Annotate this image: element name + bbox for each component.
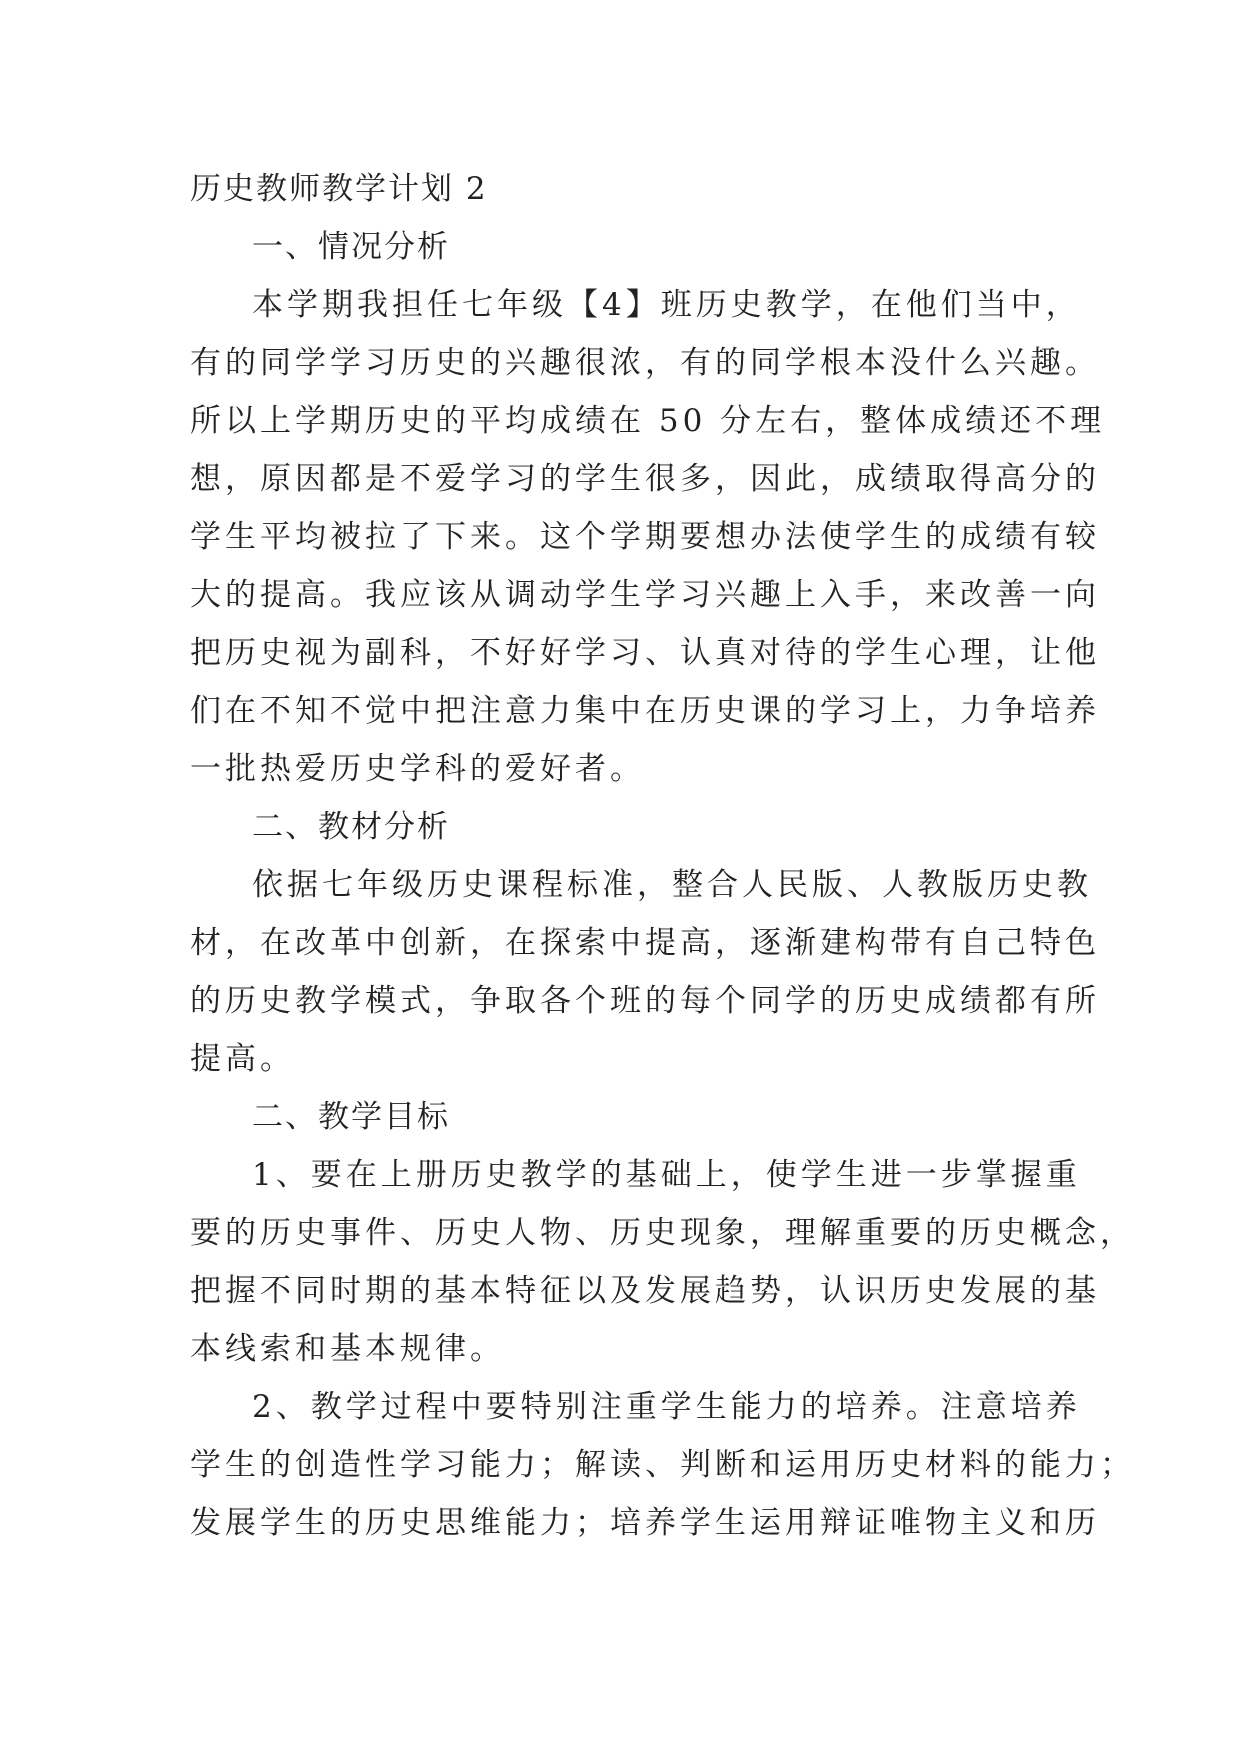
paragraph-line: 大的提高。我应该从调动学生学习兴趣上入手，来改善一向 bbox=[190, 577, 1100, 613]
document-body bbox=[190, 160, 1135, 1552]
paragraph-line: 学生的创造性学习能力；解读、判断和运用历史材料的能力； bbox=[190, 1447, 1135, 1483]
paragraph-line: 所以上学期历史的平均成绩在 50 分左右，整体成绩还不理 bbox=[190, 403, 1106, 439]
paragraph-line: 学生平均被拉了下来。这个学期要想办法使学生的成绩有较 bbox=[190, 519, 1100, 555]
paragraph-line: 的历史教学模式，争取各个班的每个同学的历史成绩都有所 bbox=[190, 983, 1100, 1019]
paragraph-line: 有的同学学习历史的兴趣很浓，有的同学根本没什么兴趣。 bbox=[190, 345, 1100, 381]
paragraph-textbook-analysis bbox=[190, 856, 1100, 1088]
paragraph-goal-2 bbox=[190, 1378, 1135, 1552]
paragraph-line: 想，原因都是不爱学习的学生很多，因此，成绩取得高分的 bbox=[190, 461, 1100, 497]
paragraph-line: 本线索和基本规律。 bbox=[190, 1331, 505, 1367]
paragraph-line: 一批热爱历史学科的爱好者。 bbox=[190, 751, 645, 787]
document-title: 历史教师教学计划 2 bbox=[190, 171, 488, 207]
paragraph-line: 要的历史事件、历史人物、历史现象，理解重要的历史概念， bbox=[190, 1215, 1135, 1251]
paragraph-line: 1、要在上册历史教学的基础上，使学生进一步掌握重 bbox=[252, 1157, 1081, 1193]
paragraph-line: 把历史视为副科，不好好学习、认真对待的学生心理，让他 bbox=[190, 635, 1100, 671]
paragraph-line: 们在不知不觉中把注意力集中在历史课的学习上，力争培养 bbox=[190, 693, 1100, 729]
paragraph-line: 提高。 bbox=[190, 1041, 295, 1077]
paragraph-line: 材，在改革中创新，在探索中提高，逐渐建构带有自己特色 bbox=[190, 925, 1100, 961]
paragraph-line: 依据七年级历史课程标准，整合人民版、人教版历史教 bbox=[252, 867, 1092, 903]
paragraph-line: 2、教学过程中要特别注重学生能力的培养。注意培养 bbox=[252, 1389, 1081, 1425]
paragraph-line: 发展学生的历史思维能力；培养学生运用辩证唯物主义和历 bbox=[190, 1505, 1100, 1541]
paragraph-goal-1 bbox=[190, 1146, 1135, 1378]
paragraph-line: 把握不同时期的基本特征以及发展趋势，认识历史发展的基 bbox=[190, 1273, 1100, 1309]
paragraph-line: 本学期我担任七年级【4】班历史教学，在他们当中， bbox=[252, 287, 1081, 323]
paragraph-situation-analysis bbox=[190, 276, 1106, 798]
section-heading-teaching-goals: 二、教学目标 bbox=[252, 1099, 450, 1135]
section-heading-textbook-analysis: 二、教材分析 bbox=[252, 809, 450, 845]
section-heading-situation-analysis: 一、情况分析 bbox=[252, 229, 450, 265]
